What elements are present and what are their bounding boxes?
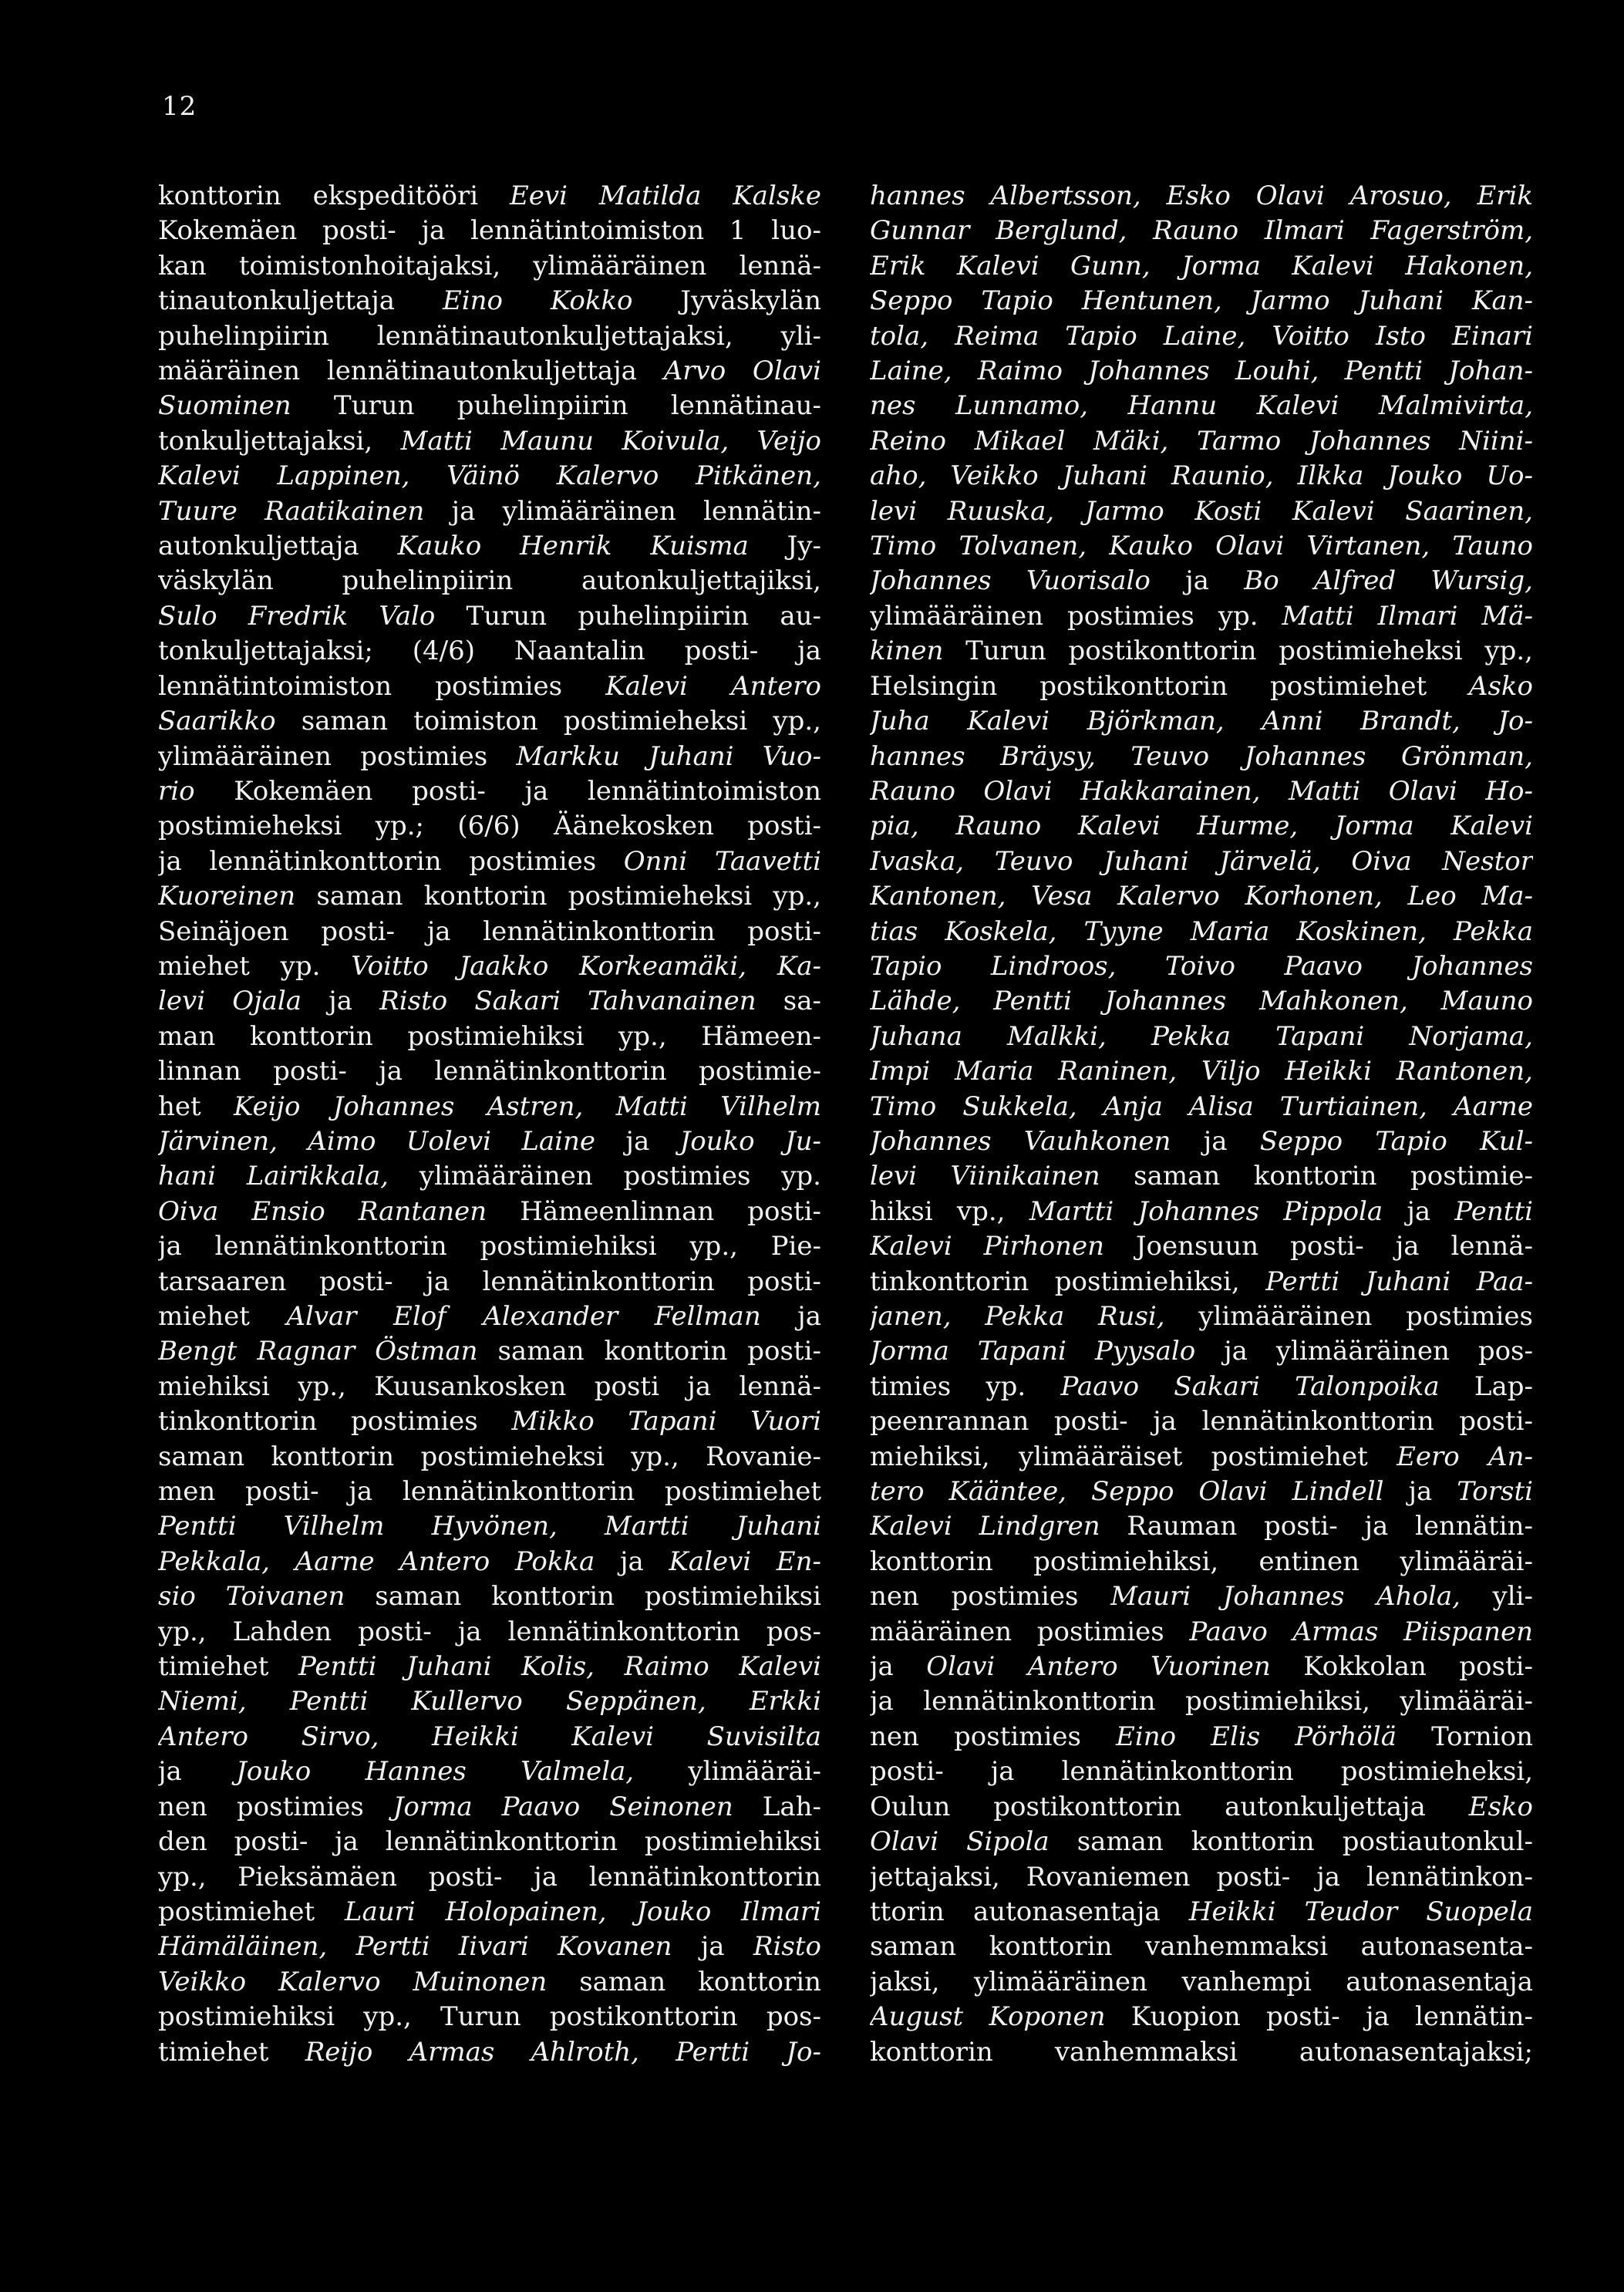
text-line bbox=[158, 1579, 821, 1614]
italic-name: Paavo Sakari Talonpoika bbox=[1060, 1370, 1440, 1402]
text-line bbox=[870, 494, 1533, 529]
italic-name: Arvo Olavi bbox=[663, 356, 821, 387]
text-line bbox=[870, 319, 1533, 354]
text-span: tonkuljettajaksi; (4/6) Naantalin posti- ja bbox=[158, 635, 821, 667]
text-span: kan toimistonhoitajaksi, ylimääräinen lennä- bbox=[158, 250, 821, 281]
text-line bbox=[870, 1509, 1533, 1544]
text-span: saman konttorin vanhemmaksi autonasenta- bbox=[870, 1931, 1533, 1963]
text-span: konttorin vanhemmaksi autonasentajaksi; bbox=[870, 2036, 1533, 2068]
text-line bbox=[870, 1650, 1533, 1684]
italic-name: Kalevi En- bbox=[669, 1545, 821, 1577]
text-span: miehiksi yp., Kuusankosken posti ja lennä- bbox=[158, 1370, 821, 1402]
italic-name: Erik Kalevi Gunn, Jorma Kalevi Hakonen, bbox=[870, 250, 1533, 281]
text-line bbox=[158, 1965, 821, 2000]
text-span: lennätintoimiston postimies bbox=[158, 670, 606, 702]
italic-name: Kalevi Lappinen, Väinö Kalervo Pitkänen, bbox=[158, 460, 821, 492]
italic-name: Voitto Jaakko Korkeamäki, Ka- bbox=[351, 950, 821, 982]
italic-name: Pentti Juhani Kolis, Raimo Kalevi bbox=[298, 1651, 821, 1683]
italic-name: Tapio Lindroos, Toivo Paavo Johannes bbox=[870, 950, 1533, 982]
italic-name: Reijo Armas Ahlroth, Pertti Jo- bbox=[305, 2036, 821, 2068]
italic-name: Oiva Ensio Rantanen bbox=[158, 1195, 487, 1227]
text-span: peenrannan posti- ja lennätinkonttorin posti- bbox=[870, 1406, 1533, 1438]
text-span: man konttorin postimiehiksi yp., Hämeen- bbox=[158, 1020, 821, 1052]
text-line bbox=[870, 844, 1533, 879]
text-span: konttorin postimiehiksi, entinen ylimääräi- bbox=[870, 1545, 1533, 1577]
text-span: Lah- bbox=[733, 1791, 821, 1822]
italic-name: Matti Maunu Koivula, Veijo bbox=[400, 425, 821, 457]
italic-name: Kauko Henrik Kuisma bbox=[397, 531, 749, 562]
text-line bbox=[870, 1124, 1533, 1159]
text-line bbox=[870, 2035, 1533, 2070]
text-line bbox=[870, 1020, 1533, 1054]
text-span: ja bbox=[1150, 565, 1245, 597]
italic-name: Jorma Tapani Pyysalo bbox=[870, 1336, 1196, 1367]
text-span: ylimääräinen postimies yp. bbox=[388, 1161, 821, 1192]
text-line bbox=[158, 1020, 821, 1054]
text-line bbox=[870, 599, 1533, 634]
text-span: ja lennätinkonttorin postimiehiksi yp., Pie- bbox=[158, 1231, 821, 1262]
text-line bbox=[158, 1440, 821, 1475]
italic-name: Mikko Tapani Vuori bbox=[511, 1406, 821, 1438]
text-line bbox=[870, 1090, 1533, 1124]
text-span: ja bbox=[1171, 1125, 1260, 1157]
text-line bbox=[158, 1545, 821, 1579]
text-line bbox=[870, 2000, 1533, 2034]
text-line bbox=[870, 179, 1533, 214]
text-line bbox=[158, 1509, 821, 1544]
italic-name: hannes Albertsson, Esko Olavi Arosuo, Erik bbox=[870, 180, 1533, 211]
italic-name: Kantonen, Vesa Kalervo Korhonen, Leo Ma- bbox=[870, 881, 1533, 912]
text-span: postimiehet bbox=[158, 1896, 345, 1927]
italic-name: Bengt Ragnar Östman bbox=[158, 1336, 478, 1367]
text-span: ttorin autonasentaja bbox=[870, 1896, 1189, 1927]
text-line bbox=[158, 1615, 821, 1650]
text-span: ja ylimääräinen pos- bbox=[1195, 1336, 1533, 1367]
text-span: saman konttorin postimieheksi yp., Rovanie- bbox=[158, 1441, 821, 1472]
text-span: Kokkolan posti- bbox=[1270, 1651, 1533, 1683]
text-line bbox=[870, 1404, 1533, 1439]
italic-name: Eino Elis Pörhölä bbox=[1116, 1721, 1397, 1752]
text-span: Rauman posti- ja lennätin- bbox=[1100, 1511, 1533, 1542]
text-line bbox=[870, 1930, 1533, 1964]
italic-name: Kalevi Antero bbox=[605, 670, 821, 702]
text-line bbox=[158, 1860, 821, 1895]
italic-name: Jouko Hannes Valmela, bbox=[236, 1756, 635, 1788]
text-span: Helsingin postikonttorin postimiehet bbox=[870, 670, 1469, 702]
text-span: ja bbox=[302, 986, 380, 1017]
text-span: konttorin ekspeditööri bbox=[158, 180, 510, 211]
text-line bbox=[158, 1754, 821, 1789]
text-line bbox=[158, 1825, 821, 1859]
text-line bbox=[870, 1684, 1533, 1719]
text-span: Turun puhelinpiirin lennätinau- bbox=[291, 390, 821, 422]
text-line bbox=[158, 915, 821, 949]
italic-name: levi Viinikainen bbox=[870, 1161, 1100, 1192]
text-line bbox=[870, 1790, 1533, 1825]
text-line bbox=[158, 1404, 821, 1439]
italic-name: tero Kääntee, Seppo Olavi Lindell bbox=[870, 1476, 1384, 1508]
text-line bbox=[158, 704, 821, 739]
text-line bbox=[158, 1229, 821, 1264]
text-line bbox=[870, 774, 1533, 809]
text-line bbox=[870, 809, 1533, 844]
text-line bbox=[870, 459, 1533, 494]
italic-name: Timo Tolvanen, Kauko Olavi Virtanen, Tauno bbox=[870, 531, 1533, 562]
text-line bbox=[870, 1370, 1533, 1404]
text-span: saman konttorin postimieheksi yp., bbox=[295, 881, 821, 912]
italic-name: Keijo Johannes Astren, Matti Vilhelm bbox=[233, 1090, 821, 1122]
text-span: tonkuljettajaksi, bbox=[158, 425, 401, 457]
italic-name: Asko bbox=[1468, 670, 1533, 702]
text-span: timiehet bbox=[158, 2036, 305, 2068]
italic-name: Johannes Vuorisalo bbox=[870, 565, 1151, 597]
text-span: postimiehiksi yp., Turun postikonttorin pos- bbox=[158, 2001, 821, 2033]
italic-name: Sulo Fredrik Valo bbox=[158, 600, 436, 632]
text-column-left bbox=[158, 179, 821, 2070]
italic-name: Saarikko bbox=[158, 706, 276, 737]
text-line bbox=[158, 179, 821, 214]
text-line bbox=[870, 1825, 1533, 1859]
text-span: puhelinpiirin lennätinautonkuljettajaksi, yli- bbox=[158, 320, 821, 352]
italic-name: rio bbox=[158, 775, 195, 807]
text-span: ja bbox=[1383, 1195, 1455, 1227]
italic-name: levi Ojala bbox=[158, 986, 302, 1017]
italic-name: Risto bbox=[753, 1931, 821, 1963]
text-span: saman konttorin bbox=[547, 1966, 821, 1997]
italic-name: Eevi Matilda Kalske bbox=[509, 180, 821, 211]
text-span: Jy- bbox=[748, 531, 821, 562]
text-line bbox=[870, 354, 1533, 389]
text-span: ja bbox=[595, 1545, 669, 1577]
text-line bbox=[158, 1124, 821, 1159]
text-span: nen postimies bbox=[158, 1791, 393, 1822]
italic-name: tias Koskela, Tyyne Maria Koskinen, Pekka bbox=[870, 915, 1533, 947]
italic-name: Heikki Teudor Suopela bbox=[1188, 1896, 1533, 1927]
text-span: tarsaaren posti- ja lennätinkonttorin posti- bbox=[158, 1266, 821, 1297]
text-line bbox=[158, 1684, 821, 1719]
text-span: ylimääräinen postimies bbox=[158, 740, 517, 772]
text-line bbox=[870, 634, 1533, 669]
text-span: määräinen postimies bbox=[870, 1616, 1190, 1647]
text-line bbox=[158, 1265, 821, 1299]
text-line bbox=[158, 2035, 821, 2070]
italic-name: Onni Taavetti bbox=[623, 845, 821, 877]
text-span: jaksi, ylimääräinen vanhempi autonasentaja bbox=[870, 1966, 1533, 1997]
italic-name: Rauno Olavi Hakkarainen, Matti Olavi Ho- bbox=[870, 775, 1533, 807]
text-line bbox=[158, 1370, 821, 1404]
text-line bbox=[158, 494, 821, 529]
text-span: saman konttorin postimiehiksi bbox=[345, 1581, 821, 1613]
text-line bbox=[158, 529, 821, 564]
italic-name: levi Ruuska, Jarmo Kosti Kalevi Saarinen, bbox=[870, 495, 1533, 527]
text-line bbox=[870, 1195, 1533, 1229]
italic-name: Martti Johannes Pippola bbox=[1029, 1195, 1383, 1227]
text-line bbox=[158, 669, 821, 704]
italic-name: Timo Sukkela, Anja Alisa Turtiainen, Aarne bbox=[870, 1090, 1533, 1122]
italic-name: Seppo Tapio Hentunen, Jarmo Juhani Kan- bbox=[870, 285, 1533, 317]
text-span: Kuopion posti- ja lennätin- bbox=[1105, 2001, 1533, 2033]
text-span: ja bbox=[1383, 1476, 1457, 1508]
text-line bbox=[870, 1334, 1533, 1369]
text-line bbox=[158, 249, 821, 284]
text-line bbox=[158, 1090, 821, 1124]
italic-name: aho, Veikko Juhani Raunio, Ilkka Jouko Uo- bbox=[870, 460, 1533, 492]
text-line bbox=[158, 809, 821, 844]
text-span: Kokemäen posti- ja lennätintoimiston 1 luo- bbox=[158, 215, 821, 247]
text-line bbox=[158, 1930, 821, 1964]
italic-name: Jorma Paavo Seinonen bbox=[393, 1791, 733, 1822]
text-span: hiksi vp., bbox=[870, 1195, 1029, 1227]
text-line bbox=[158, 599, 821, 634]
italic-name: Olavi Sipola bbox=[870, 1826, 1050, 1858]
text-span: Hämeenlinnan posti- bbox=[487, 1195, 821, 1227]
text-line bbox=[870, 949, 1533, 984]
italic-name: tola, Reima Tapio Laine, Voitto Isto Einari bbox=[870, 320, 1533, 352]
text-span: autonkuljettaja bbox=[158, 531, 398, 562]
italic-name: Johannes Vauhkonen bbox=[870, 1125, 1171, 1157]
italic-name: Impi Maria Raninen, Viljo Heikki Rantonen, bbox=[870, 1056, 1533, 1087]
text-span: timiehet bbox=[158, 1651, 298, 1683]
text-span: ja bbox=[158, 1756, 237, 1788]
text-line bbox=[158, 1650, 821, 1684]
text-span: väskylän puhelinpiirin autonkuljettajiksi, bbox=[158, 565, 821, 597]
italic-name: August Koponen bbox=[870, 2001, 1106, 2033]
text-span: saman toimiston postimieheksi yp., bbox=[275, 706, 821, 737]
text-line bbox=[870, 669, 1533, 704]
italic-name: Antero Sirvo, Heikki Kalevi Suvisilta bbox=[158, 1721, 821, 1752]
text-span: postimieheksi yp.; (6/6) Äänekosken posti- bbox=[158, 811, 821, 842]
italic-name: Reino Mikael Mäki, Tarmo Johannes Niini- bbox=[870, 425, 1533, 457]
text-line bbox=[158, 1475, 821, 1509]
text-line bbox=[158, 214, 821, 248]
text-line bbox=[870, 1720, 1533, 1754]
text-line bbox=[158, 984, 821, 1019]
text-span: Jyväskylän bbox=[632, 285, 821, 317]
text-column-right bbox=[870, 179, 1533, 2070]
text-span: ja bbox=[870, 1651, 927, 1683]
text-line bbox=[870, 389, 1533, 423]
italic-name: Juhana Malkki, Pekka Tapani Norjama, bbox=[870, 1020, 1533, 1052]
text-span: Seinäjoen posti- ja lennätinkonttorin posti- bbox=[158, 915, 821, 947]
italic-name: Lauri Holopainen, Jouko Ilmari bbox=[344, 1896, 821, 1927]
text-line bbox=[870, 1615, 1533, 1650]
text-line bbox=[870, 1265, 1533, 1299]
text-line bbox=[158, 1720, 821, 1754]
text-span: tinautonkuljettaja bbox=[158, 285, 443, 317]
italic-name: nes Lunnamo, Hannu Kalevi Malmivirta, bbox=[870, 390, 1533, 422]
text-line bbox=[158, 879, 821, 914]
italic-name: Juha Kalevi Björkman, Anni Brandt, Jo- bbox=[870, 706, 1533, 737]
text-line bbox=[158, 1195, 821, 1229]
text-line bbox=[158, 354, 821, 389]
italic-name: Gunnar Berglund, Rauno Ilmari Fagerström, bbox=[870, 215, 1533, 247]
italic-name: Suominen bbox=[158, 390, 291, 422]
text-line bbox=[158, 774, 821, 809]
text-span: määräinen lennätinautonkuljettaja bbox=[158, 356, 664, 387]
italic-name: Risto Sakari Tahvanainen bbox=[379, 986, 756, 1017]
text-span: yp., Lahden posti- ja lennätinkonttorin pos- bbox=[158, 1616, 821, 1647]
text-line bbox=[158, 459, 821, 494]
text-line bbox=[870, 1579, 1533, 1614]
text-span: saman konttorin postimie- bbox=[1100, 1161, 1533, 1192]
italic-name: Alvar Elof Alexander Fellman bbox=[286, 1301, 761, 1332]
italic-name: pia, Rauno Kalevi Hurme, Jorma Kalevi bbox=[870, 811, 1533, 842]
italic-name: hannes Bräysy, Teuvo Johannes Grönman, bbox=[870, 740, 1533, 772]
text-line bbox=[870, 1754, 1533, 1789]
text-line bbox=[158, 1790, 821, 1825]
italic-name: Kuoreinen bbox=[158, 881, 296, 912]
text-span: miehet bbox=[158, 1301, 287, 1332]
text-line bbox=[158, 564, 821, 598]
italic-name: janen, Pekka Rusi, bbox=[870, 1301, 1165, 1332]
text-span: Joensuun posti- ja lennä- bbox=[1103, 1231, 1533, 1262]
text-span: sa- bbox=[756, 986, 821, 1017]
text-line bbox=[870, 529, 1533, 564]
italic-name: Ivaska, Teuvo Juhani Järvelä, Oiva Nestor bbox=[870, 845, 1533, 877]
text-line bbox=[870, 1895, 1533, 1930]
italic-name: Markku Juhani Vuo- bbox=[516, 740, 821, 772]
text-line bbox=[158, 1054, 821, 1089]
text-span: Tornion bbox=[1397, 1721, 1533, 1752]
text-span: posti- ja lennätinkonttorin postimieheksi, bbox=[870, 1756, 1533, 1788]
italic-name: Pekkala, Aarne Antero Pokka bbox=[158, 1545, 595, 1577]
text-span: Kokemäen posti- ja lennätintoimiston bbox=[194, 775, 821, 807]
text-span: jettajaksi, Rovaniemen posti- ja lennätinkon- bbox=[870, 1861, 1533, 1893]
italic-name: Hämäläinen, Pertti Iivari Kovanen bbox=[158, 1931, 672, 1963]
text-line bbox=[158, 1159, 821, 1194]
text-line bbox=[158, 740, 821, 774]
text-line bbox=[870, 1054, 1533, 1089]
text-span: ylimääräi- bbox=[634, 1756, 821, 1788]
text-line bbox=[870, 1545, 1533, 1579]
text-line bbox=[870, 1860, 1533, 1895]
italic-name: Kalevi Pirhonen bbox=[870, 1231, 1104, 1262]
text-span: ja bbox=[595, 1125, 680, 1157]
text-span: ylimääräinen postimies bbox=[1164, 1301, 1533, 1332]
text-line bbox=[158, 1299, 821, 1334]
text-span: miehiksi, ylimääräiset postimiehet bbox=[870, 1441, 1397, 1472]
italic-name: Matti Ilmari Mä- bbox=[1282, 600, 1533, 632]
italic-name: Lähde, Pentti Johannes Mahkonen, Mauno bbox=[870, 986, 1533, 1017]
text-line bbox=[870, 249, 1533, 284]
italic-name: sio Toivanen bbox=[158, 1581, 345, 1613]
italic-name: Eino Kokko bbox=[442, 285, 633, 317]
text-span: timies yp. bbox=[870, 1370, 1061, 1402]
text-line bbox=[870, 284, 1533, 319]
italic-name: Olavi Antero Vuorinen bbox=[926, 1651, 1271, 1683]
text-span: nen postimies bbox=[870, 1721, 1116, 1752]
italic-name: Paavo Armas Piispanen bbox=[1189, 1616, 1533, 1647]
italic-name: Niemi, Pentti Kullervo Seppänen, Erkki bbox=[158, 1686, 821, 1717]
italic-name: Järvinen, Aimo Uolevi Laine bbox=[158, 1125, 596, 1157]
text-line bbox=[870, 1965, 1533, 2000]
text-line bbox=[158, 284, 821, 319]
text-line bbox=[158, 1895, 821, 1930]
text-line bbox=[870, 1299, 1533, 1334]
text-line bbox=[870, 564, 1533, 598]
italic-name: Pentti bbox=[1454, 1195, 1533, 1227]
italic-name: Jouko Ju- bbox=[679, 1125, 821, 1157]
text-line bbox=[870, 704, 1533, 739]
text-span: het bbox=[158, 1090, 234, 1122]
text-line bbox=[158, 1334, 821, 1369]
text-span: ja bbox=[672, 1931, 753, 1963]
text-line bbox=[158, 2000, 821, 2034]
italic-name: Veikko Kalervo Muinonen bbox=[158, 1966, 548, 1997]
text-span: ylimääräinen postimies yp. bbox=[870, 600, 1282, 632]
text-span: Turun puhelinpiirin au- bbox=[435, 600, 821, 632]
text-line bbox=[158, 949, 821, 984]
text-line bbox=[158, 634, 821, 669]
text-line bbox=[158, 844, 821, 879]
italic-name: Pentti Vilhelm Hyvönen, Martti Juhani bbox=[158, 1511, 821, 1542]
text-line bbox=[158, 319, 821, 354]
text-line bbox=[870, 1440, 1533, 1475]
page-number: 12 bbox=[162, 91, 197, 122]
text-span: ja lennätinkonttorin postimies bbox=[158, 845, 624, 877]
italic-name: Esko bbox=[1468, 1791, 1533, 1822]
text-span: ja bbox=[760, 1301, 821, 1332]
text-span: nen postimies bbox=[870, 1581, 1111, 1613]
text-span: tinkonttorin postimies bbox=[158, 1406, 512, 1438]
text-span: miehet yp. bbox=[158, 950, 352, 982]
text-span: tinkonttorin postimiehiksi, bbox=[870, 1266, 1266, 1297]
text-span: Oulun postikonttorin autonkuljettaja bbox=[870, 1791, 1469, 1822]
italic-name: Eero An- bbox=[1397, 1441, 1533, 1472]
italic-name: Torsti bbox=[1457, 1476, 1533, 1508]
italic-name: Seppo Tapio Kul- bbox=[1259, 1125, 1533, 1157]
italic-name: Laine, Raimo Johannes Louhi, Pentti Johan- bbox=[870, 356, 1533, 387]
text-line bbox=[870, 740, 1533, 774]
italic-name: hani Lairikkala, bbox=[158, 1161, 389, 1192]
text-span: linnan posti- ja lennätinkonttorin postimie- bbox=[158, 1056, 821, 1087]
italic-name: Bo Alfred Wursig, bbox=[1244, 565, 1533, 597]
italic-name: Pertti Juhani Paa- bbox=[1265, 1266, 1533, 1297]
text-line bbox=[870, 915, 1533, 949]
text-line bbox=[870, 1229, 1533, 1264]
text-span: saman konttorin posti- bbox=[477, 1336, 821, 1367]
text-line bbox=[870, 1475, 1533, 1509]
italic-name: Kalevi Lindgren bbox=[870, 1511, 1100, 1542]
text-line bbox=[870, 1159, 1533, 1194]
italic-name: Tuure Raatikainen bbox=[158, 495, 425, 527]
text-line bbox=[158, 424, 821, 459]
text-line bbox=[870, 214, 1533, 248]
text-span: men posti- ja lennätinkonttorin postimiehet bbox=[158, 1476, 821, 1508]
text-line bbox=[870, 879, 1533, 914]
text-line bbox=[158, 389, 821, 423]
text-line bbox=[870, 424, 1533, 459]
italic-name: Mauri Johannes Ahola, bbox=[1110, 1581, 1461, 1613]
text-span: ja ylimääräinen lennätin- bbox=[424, 495, 821, 527]
text-span: saman konttorin postiautonkul- bbox=[1049, 1826, 1533, 1858]
text-span: Turun postikonttorin postimieheksi yp., bbox=[943, 635, 1533, 667]
italic-name: kinen bbox=[870, 635, 944, 667]
text-line bbox=[870, 984, 1533, 1019]
text-span: ja lennätinkonttorin postimiehiksi, ylimääräi- bbox=[870, 1686, 1533, 1717]
text-span: yli- bbox=[1460, 1581, 1533, 1613]
text-span: Lap- bbox=[1439, 1370, 1533, 1402]
text-span: den posti- ja lennätinkonttorin postimiehiksi bbox=[158, 1826, 821, 1858]
text-span: yp., Pieksämäen posti- ja lennätinkonttorin bbox=[158, 1861, 821, 1893]
